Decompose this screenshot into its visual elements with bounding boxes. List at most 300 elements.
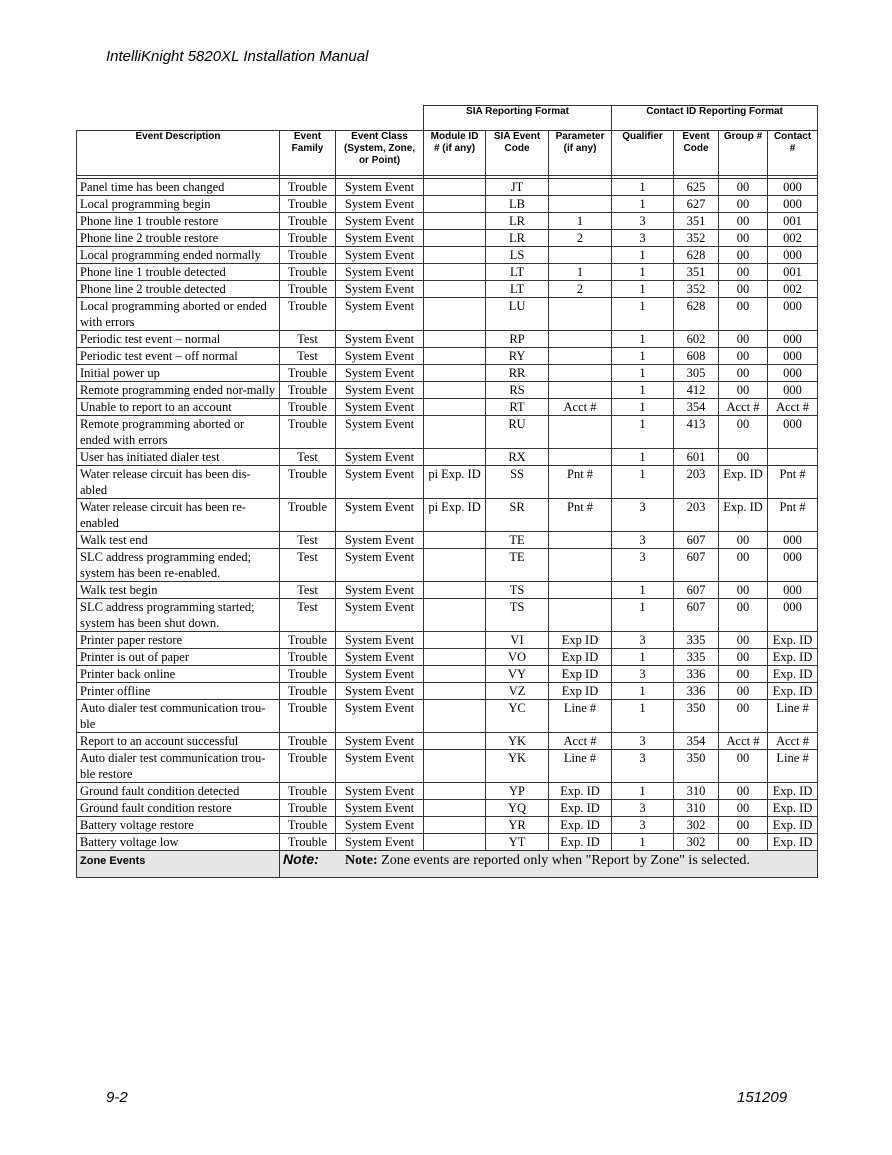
cell-event-family: Trouble [280, 365, 336, 382]
table-row [77, 834, 818, 851]
cell-event-code: 310 [674, 783, 719, 800]
cell-event-family: Trouble [280, 466, 336, 499]
cell-event-description: Water release circuit has been dis-abled [77, 466, 280, 499]
cell-module-id [424, 632, 486, 649]
cell-qualifier: 1 [612, 399, 674, 416]
cell-event-family: Trouble [280, 733, 336, 750]
cell-parameter [549, 416, 612, 449]
cell-contact-number: 000 [768, 582, 818, 599]
cell-group-number: 00 [719, 449, 768, 466]
cell-event-family: Test [280, 532, 336, 549]
cell-contact-number: 000 [768, 365, 818, 382]
cell-event-family: Trouble [280, 230, 336, 247]
table-row [77, 466, 818, 499]
cell-group-number: 00 [719, 532, 768, 549]
manual-title: IntelliKnight 5820XL Installation Manual [106, 48, 369, 65]
cell-event-class: System Event [336, 230, 424, 247]
cell-parameter [549, 549, 612, 582]
cell-contact-number: Line # [768, 700, 818, 733]
cell-contact-number: 000 [768, 532, 818, 549]
col-event-code: Event Code [674, 131, 719, 176]
cell-sia-event-code: VO [486, 649, 549, 666]
table-row [77, 683, 818, 700]
cell-event-family: Trouble [280, 499, 336, 532]
table-row [77, 499, 818, 532]
table-row [77, 549, 818, 582]
cell-group-number: 00 [719, 382, 768, 399]
cell-contact-number: 000 [768, 348, 818, 365]
cell-event-code: 335 [674, 649, 719, 666]
cell-module-id [424, 649, 486, 666]
cell-parameter [549, 582, 612, 599]
cell-event-family: Trouble [280, 179, 336, 196]
cell-parameter [549, 179, 612, 196]
cell-event-class: System Event [336, 213, 424, 230]
cell-sia-event-code: YT [486, 834, 549, 851]
cell-group-number: 00 [719, 298, 768, 331]
cell-event-family: Test [280, 449, 336, 466]
cell-contact-number: 000 [768, 331, 818, 348]
cell-event-class: System Event [336, 382, 424, 399]
cell-group-number: 00 [719, 783, 768, 800]
cell-event-class: System Event [336, 179, 424, 196]
cell-event-class: System Event [336, 800, 424, 817]
cell-event-class: System Event [336, 466, 424, 499]
cell-event-code: 607 [674, 549, 719, 582]
cell-group-number: 00 [719, 700, 768, 733]
cell-contact-number [768, 449, 818, 466]
cell-group-number: 00 [719, 649, 768, 666]
cell-parameter [549, 331, 612, 348]
cell-contact-number: Exp. ID [768, 817, 818, 834]
cell-qualifier: 1 [612, 700, 674, 733]
cell-event-description: Phone line 1 trouble restore [77, 213, 280, 230]
cell-qualifier: 1 [612, 196, 674, 213]
col-contact-number: Contact # [768, 131, 818, 176]
cell-event-code: 350 [674, 700, 719, 733]
cell-qualifier: 3 [612, 800, 674, 817]
cell-module-id [424, 348, 486, 365]
cell-event-description: Phone line 2 trouble detected [77, 281, 280, 298]
cell-event-family: Trouble [280, 666, 336, 683]
cell-group-number: 00 [719, 666, 768, 683]
cell-sia-event-code: RY [486, 348, 549, 365]
cell-event-description: Phone line 2 trouble restore [77, 230, 280, 247]
cell-event-family: Trouble [280, 264, 336, 281]
cell-qualifier: 1 [612, 466, 674, 499]
cell-parameter: 2 [549, 230, 612, 247]
cell-module-id [424, 196, 486, 213]
cell-event-code: 350 [674, 750, 719, 783]
table-row [77, 750, 818, 783]
cell-event-class: System Event [336, 817, 424, 834]
cell-event-family: Trouble [280, 649, 336, 666]
cell-event-code: 352 [674, 230, 719, 247]
cell-qualifier: 3 [612, 213, 674, 230]
cell-module-id [424, 230, 486, 247]
cell-event-description: Remote programming aborted or ended with errors [77, 416, 280, 449]
cell-event-family: Trouble [280, 382, 336, 399]
cell-contact-number: 002 [768, 230, 818, 247]
cell-event-description: Battery voltage restore [77, 817, 280, 834]
note-bold-label: Note: [345, 853, 378, 868]
cell-event-class: System Event [336, 582, 424, 599]
cell-event-class: System Event [336, 247, 424, 264]
table-row [77, 649, 818, 666]
cell-group-number: 00 [719, 416, 768, 449]
table-row [77, 817, 818, 834]
col-sia-event-code: SIA Event Code [486, 131, 549, 176]
cell-group-number: Acct # [719, 733, 768, 750]
cell-contact-number: 001 [768, 264, 818, 281]
cell-contact-number: 002 [768, 281, 818, 298]
cell-parameter: Acct # [549, 399, 612, 416]
cell-event-code: 602 [674, 331, 719, 348]
cell-event-family: Test [280, 331, 336, 348]
table-row [77, 416, 818, 449]
cell-module-id [424, 365, 486, 382]
cell-contact-number: Exp. ID [768, 649, 818, 666]
table-row [77, 800, 818, 817]
cell-module-id [424, 549, 486, 582]
cell-group-number: 00 [719, 549, 768, 582]
cell-event-code: 607 [674, 532, 719, 549]
cell-event-family: Test [280, 599, 336, 632]
cell-contact-number: Exp. ID [768, 666, 818, 683]
cell-event-code: 354 [674, 399, 719, 416]
column-header-row [77, 131, 818, 176]
cell-qualifier: 1 [612, 649, 674, 666]
table-row [77, 264, 818, 281]
table-row [77, 783, 818, 800]
cell-sia-event-code: RR [486, 365, 549, 382]
cell-event-class: System Event [336, 348, 424, 365]
cell-group-number: 00 [719, 264, 768, 281]
zone-events-label-text: Zone Events [80, 855, 146, 867]
cell-event-code: 354 [674, 733, 719, 750]
cell-sia-event-code: SS [486, 466, 549, 499]
cell-event-class: System Event [336, 449, 424, 466]
cell-event-class: System Event [336, 700, 424, 733]
cell-parameter [549, 298, 612, 331]
cell-event-code: 203 [674, 466, 719, 499]
cell-group-number: 00 [719, 599, 768, 632]
cell-event-family: Trouble [280, 399, 336, 416]
cell-contact-number: Pnt # [768, 466, 818, 499]
cell-sia-event-code: YK [486, 733, 549, 750]
cell-parameter: 2 [549, 281, 612, 298]
cell-parameter: Exp ID [549, 632, 612, 649]
cell-parameter: Line # [549, 750, 612, 783]
cell-event-code: 336 [674, 683, 719, 700]
cell-event-description: Printer offline [77, 683, 280, 700]
cell-event-family: Trouble [280, 213, 336, 230]
cell-event-description: Phone line 1 trouble detected [77, 264, 280, 281]
cell-sia-event-code: LB [486, 196, 549, 213]
cell-event-description: Walk test begin [77, 582, 280, 599]
cell-parameter: 1 [549, 264, 612, 281]
cell-event-family: Trouble [280, 298, 336, 331]
cell-sia-event-code: RU [486, 416, 549, 449]
cell-module-id [424, 683, 486, 700]
cell-event-family: Trouble [280, 750, 336, 783]
table-row [77, 365, 818, 382]
cell-group-number: 00 [719, 365, 768, 382]
cell-parameter: 1 [549, 213, 612, 230]
cell-contact-number: 000 [768, 599, 818, 632]
cell-event-family: Trouble [280, 700, 336, 733]
cell-module-id [424, 399, 486, 416]
sia-format-header: SIA Reporting Format [424, 106, 612, 131]
cell-event-family: Trouble [280, 683, 336, 700]
table-body [77, 176, 818, 851]
cell-event-code: 351 [674, 264, 719, 281]
cell-module-id [424, 532, 486, 549]
cell-event-description: Ground fault condition detected [77, 783, 280, 800]
cell-event-description: SLC address programming ended; system has been re-enabled. [77, 549, 280, 582]
cell-event-description: Ground fault condition restore [77, 800, 280, 817]
cell-sia-event-code: LU [486, 298, 549, 331]
cell-module-id: pi Exp. ID [424, 499, 486, 532]
cell-event-description: User has initiated dialer test [77, 449, 280, 466]
cell-contact-number: 000 [768, 179, 818, 196]
cell-qualifier: 1 [612, 582, 674, 599]
cell-event-description: Auto dialer test communication trou-ble [77, 700, 280, 733]
cell-event-code: 628 [674, 247, 719, 264]
cell-event-code: 352 [674, 281, 719, 298]
cell-event-family: Test [280, 582, 336, 599]
cell-event-code: 628 [674, 298, 719, 331]
cell-group-number: 00 [719, 750, 768, 783]
col-module-id: Module ID # (if any) [424, 131, 486, 176]
event-codes-table [76, 105, 818, 878]
cell-group-number: 00 [719, 247, 768, 264]
cell-sia-event-code: RT [486, 399, 549, 416]
table-row [77, 666, 818, 683]
table-row [77, 281, 818, 298]
cell-module-id [424, 281, 486, 298]
cell-parameter [549, 196, 612, 213]
cell-module-id [424, 179, 486, 196]
cell-module-id: pi Exp. ID [424, 466, 486, 499]
cell-group-number: Exp. ID [719, 466, 768, 499]
cell-event-description: Periodic test event – off normal [77, 348, 280, 365]
cell-event-code: 335 [674, 632, 719, 649]
cell-sia-event-code: TS [486, 582, 549, 599]
cell-qualifier: 3 [612, 499, 674, 532]
cell-event-description: Remote programming ended nor-mally [77, 382, 280, 399]
cell-event-code: 302 [674, 817, 719, 834]
cell-qualifier: 3 [612, 532, 674, 549]
table-row [77, 348, 818, 365]
cell-qualifier: 3 [612, 666, 674, 683]
cell-contact-number: Exp. ID [768, 834, 818, 851]
cell-event-family: Trouble [280, 196, 336, 213]
cell-module-id [424, 213, 486, 230]
zone-events-note [280, 851, 818, 878]
cell-event-class: System Event [336, 264, 424, 281]
table-row [77, 632, 818, 649]
cell-event-class: System Event [336, 532, 424, 549]
cell-contact-number: 000 [768, 247, 818, 264]
cell-event-family: Test [280, 348, 336, 365]
cell-sia-event-code: LR [486, 230, 549, 247]
cell-event-class: System Event [336, 649, 424, 666]
table-row [77, 700, 818, 733]
cell-event-class: System Event [336, 599, 424, 632]
cell-sia-event-code: JT [486, 179, 549, 196]
cell-contact-number: Exp. ID [768, 800, 818, 817]
cell-group-number: 00 [719, 331, 768, 348]
cell-qualifier: 1 [612, 834, 674, 851]
cell-module-id [424, 247, 486, 264]
cell-event-class: System Event [336, 666, 424, 683]
cell-event-class: System Event [336, 281, 424, 298]
cell-event-code: 351 [674, 213, 719, 230]
contact-id-format-header: Contact ID Reporting Format [612, 106, 818, 131]
cell-event-class: System Event [336, 733, 424, 750]
cell-qualifier: 1 [612, 281, 674, 298]
cell-event-family: Trouble [280, 632, 336, 649]
cell-event-code: 627 [674, 196, 719, 213]
table-row [77, 230, 818, 247]
cell-module-id [424, 298, 486, 331]
cell-sia-event-code: LR [486, 213, 549, 230]
cell-qualifier: 1 [612, 599, 674, 632]
cell-event-class: System Event [336, 365, 424, 382]
cell-contact-number: 000 [768, 298, 818, 331]
cell-contact-number: 000 [768, 382, 818, 399]
cell-event-class: System Event [336, 499, 424, 532]
cell-module-id [424, 416, 486, 449]
cell-module-id [424, 449, 486, 466]
cell-event-description: Local programming ended normally [77, 247, 280, 264]
cell-parameter: Pnt # [549, 499, 612, 532]
cell-contact-number: Line # [768, 750, 818, 783]
cell-sia-event-code: TE [486, 549, 549, 582]
cell-group-number: 00 [719, 800, 768, 817]
cell-event-class: System Event [336, 683, 424, 700]
cell-event-code: 302 [674, 834, 719, 851]
cell-event-code: 601 [674, 449, 719, 466]
cell-event-description: Printer is out of paper [77, 649, 280, 666]
cell-parameter: Exp ID [549, 649, 612, 666]
cell-event-class: System Event [336, 783, 424, 800]
cell-event-description: Panel time has been changed [77, 179, 280, 196]
cell-qualifier: 3 [612, 733, 674, 750]
cell-group-number: 00 [719, 834, 768, 851]
cell-group-number: 00 [719, 582, 768, 599]
cell-module-id [424, 582, 486, 599]
table-row [77, 382, 818, 399]
cell-qualifier: 1 [612, 449, 674, 466]
cell-event-code: 336 [674, 666, 719, 683]
cell-group-number: 00 [719, 683, 768, 700]
cell-qualifier: 1 [612, 683, 674, 700]
cell-parameter [549, 532, 612, 549]
cell-module-id [424, 599, 486, 632]
cell-contact-number: 001 [768, 213, 818, 230]
cell-event-description: Initial power up [77, 365, 280, 382]
cell-sia-event-code: VY [486, 666, 549, 683]
cell-contact-number: Acct # [768, 733, 818, 750]
cell-sia-event-code: YC [486, 700, 549, 733]
cell-event-description: SLC address programming started; system has been shut down. [77, 599, 280, 632]
cell-event-description: Unable to report to an account [77, 399, 280, 416]
cell-contact-number: 000 [768, 549, 818, 582]
cell-contact-number: Exp. ID [768, 632, 818, 649]
cell-qualifier: 3 [612, 750, 674, 783]
cell-event-code: 310 [674, 800, 719, 817]
cell-module-id [424, 817, 486, 834]
cell-event-family: Trouble [280, 281, 336, 298]
cell-sia-event-code: TE [486, 532, 549, 549]
zone-events-row [77, 851, 818, 878]
cell-group-number: 00 [719, 817, 768, 834]
cell-qualifier: 1 [612, 348, 674, 365]
cell-sia-event-code: VZ [486, 683, 549, 700]
cell-group-number: 00 [719, 230, 768, 247]
cell-sia-event-code: LT [486, 264, 549, 281]
cell-contact-number: Exp. ID [768, 783, 818, 800]
cell-event-family: Trouble [280, 416, 336, 449]
table-row [77, 449, 818, 466]
cell-group-number: 00 [719, 281, 768, 298]
cell-group-number: Exp. ID [719, 499, 768, 532]
cell-event-class: System Event [336, 834, 424, 851]
cell-group-number: 00 [719, 632, 768, 649]
cell-event-class: System Event [336, 196, 424, 213]
col-qualifier: Qualifier [612, 131, 674, 176]
cell-qualifier: 1 [612, 416, 674, 449]
cell-sia-event-code: YP [486, 783, 549, 800]
cell-event-family: Test [280, 549, 336, 582]
cell-parameter: Exp. ID [549, 834, 612, 851]
cell-module-id [424, 750, 486, 783]
cell-event-family: Trouble [280, 817, 336, 834]
cell-parameter: Exp. ID [549, 817, 612, 834]
cell-qualifier: 3 [612, 549, 674, 582]
cell-parameter [549, 348, 612, 365]
group-header-row [77, 106, 818, 131]
cell-event-class: System Event [336, 750, 424, 783]
cell-module-id [424, 783, 486, 800]
table-row [77, 599, 818, 632]
cell-event-code: 607 [674, 599, 719, 632]
col-event-class: Event Class (System, Zone, or Point) [336, 131, 424, 176]
cell-event-description: Battery voltage low [77, 834, 280, 851]
cell-contact-number: 000 [768, 416, 818, 449]
cell-parameter: Pnt # [549, 466, 612, 499]
cell-event-family: Trouble [280, 834, 336, 851]
cell-event-code: 305 [674, 365, 719, 382]
cell-contact-number: Exp. ID [768, 683, 818, 700]
table-row [77, 298, 818, 331]
cell-contact-number: 000 [768, 196, 818, 213]
cell-event-class: System Event [336, 399, 424, 416]
table-row [77, 247, 818, 264]
cell-module-id [424, 264, 486, 281]
cell-qualifier: 1 [612, 382, 674, 399]
page-number: 9-2 [106, 1089, 128, 1106]
table-row [77, 532, 818, 549]
cell-qualifier: 3 [612, 817, 674, 834]
cell-qualifier: 1 [612, 179, 674, 196]
cell-event-class: System Event [336, 331, 424, 348]
cell-parameter: Exp. ID [549, 783, 612, 800]
cell-parameter: Acct # [549, 733, 612, 750]
cell-qualifier: 1 [612, 298, 674, 331]
